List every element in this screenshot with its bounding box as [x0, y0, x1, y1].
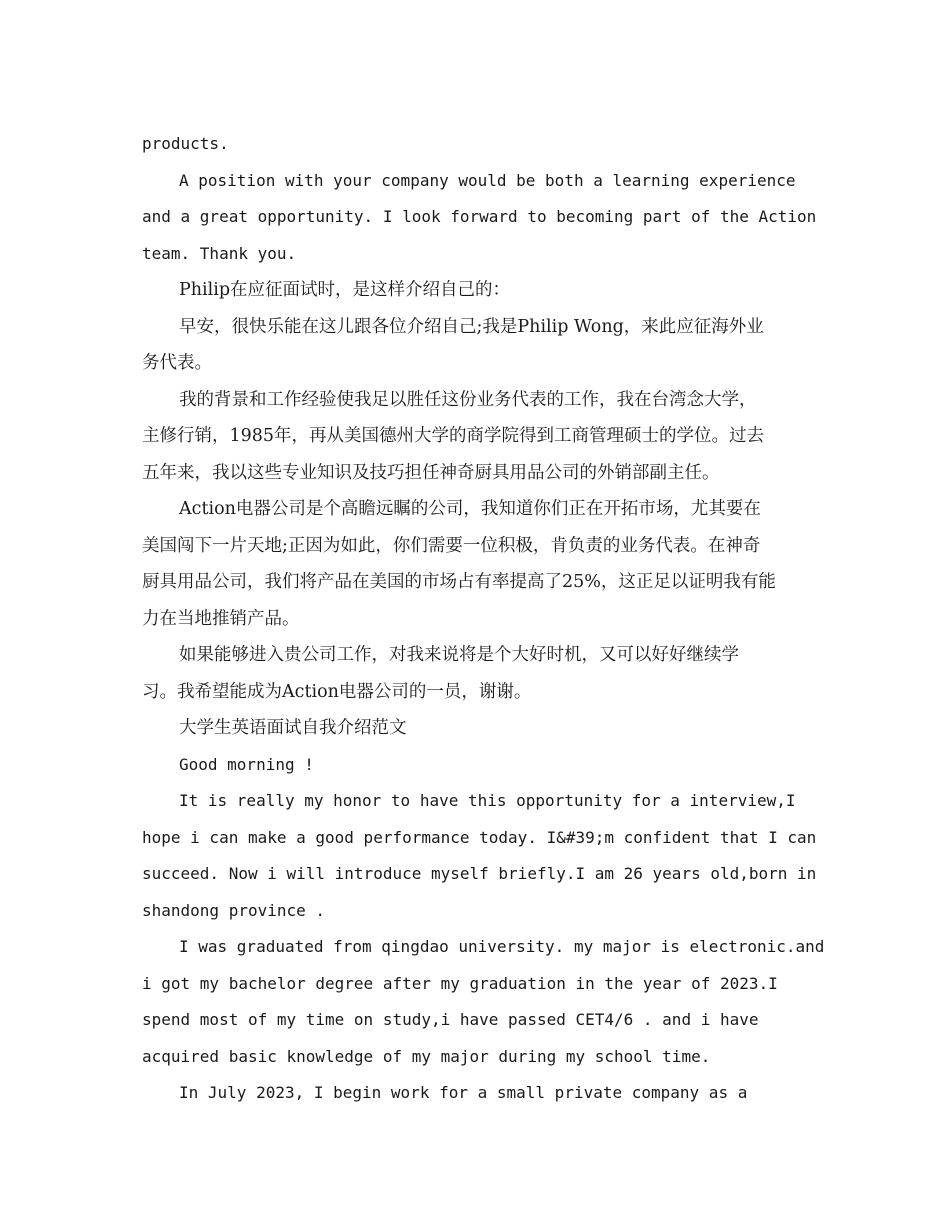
- text-line: In July 2023, I begin work for a small private company as a: [179, 1083, 748, 1102]
- text-line: hope i can make a good performance today. I&#39;m confident that I can: [142, 827, 817, 847]
- text-line: succeed. Now i will introduce myself briefly.I am 26 years old,born in: [142, 864, 817, 883]
- text-line: I was graduated from qingdao university. my major is electronic.and: [179, 937, 825, 956]
- text-line: acquired basic knowledge of my major during my school time.: [142, 1046, 711, 1066]
- text-line: A position with your company would be both a learning experience: [179, 170, 796, 190]
- text-line: 主修行销，1985年，再从美国德州大学的商学院得到工商管理硕士的学位。过去: [142, 426, 765, 446]
- text-line: 大学生英语面试自我介绍范文: [179, 718, 407, 738]
- text-line: 力在当地推销产品。: [142, 608, 300, 629]
- text-line: 早安，很快乐能在这儿跟各位介绍自己;我是Philip Wong，来此应征海外业: [179, 316, 764, 337]
- text-line: i got my bachelor degree after my graduation in the year of 2023.I: [142, 973, 778, 993]
- text-line: 厨具用品公司，我们将产品在美国的市场占有率提高了25%，这正足以证明我有能: [142, 572, 776, 592]
- text-line: Good morning !: [179, 754, 314, 774]
- text-line: spend most of my time on study,i have passed CET4/6 . and i have: [142, 1010, 759, 1029]
- text-line: 美国闯下一片天地;正因为如此，你们需要一位积极，肯负责的业务代表。在神奇: [142, 535, 761, 556]
- text-line: Philip在应征面试时，是这样介绍自己的：: [179, 280, 511, 300]
- text-line: 五年来，我以这些专业知识及技巧担任神奇厨具用品公司的外销部副主任。: [142, 462, 720, 483]
- text-line: 如果能够进入贵公司工作，对我来说将是个大好时机，又可以好好继续学: [179, 645, 739, 665]
- text-line: products.: [142, 134, 229, 153]
- text-line: team. Thank you.: [142, 243, 297, 263]
- text-line: 习。我希望能成为Action电器公司的一员，谢谢。: [142, 681, 532, 702]
- document-body: [142, 126, 825, 1112]
- text-line: and a great opportunity. I look forward to becoming part of the Action: [142, 207, 817, 226]
- text-line: 务代表。: [142, 353, 212, 373]
- text-line: It is really my honor to have this opportunity for a interview,I: [179, 791, 796, 810]
- text-line: 我的背景和工作经验使我足以胜任这份业务代表的工作，我在台湾念大学，: [179, 389, 757, 410]
- text-line: Action电器公司是个高瞻远瞩的公司，我知道你们正在开拓市场，尤其要在: [179, 499, 761, 519]
- text-line: shandong province .: [142, 900, 326, 920]
